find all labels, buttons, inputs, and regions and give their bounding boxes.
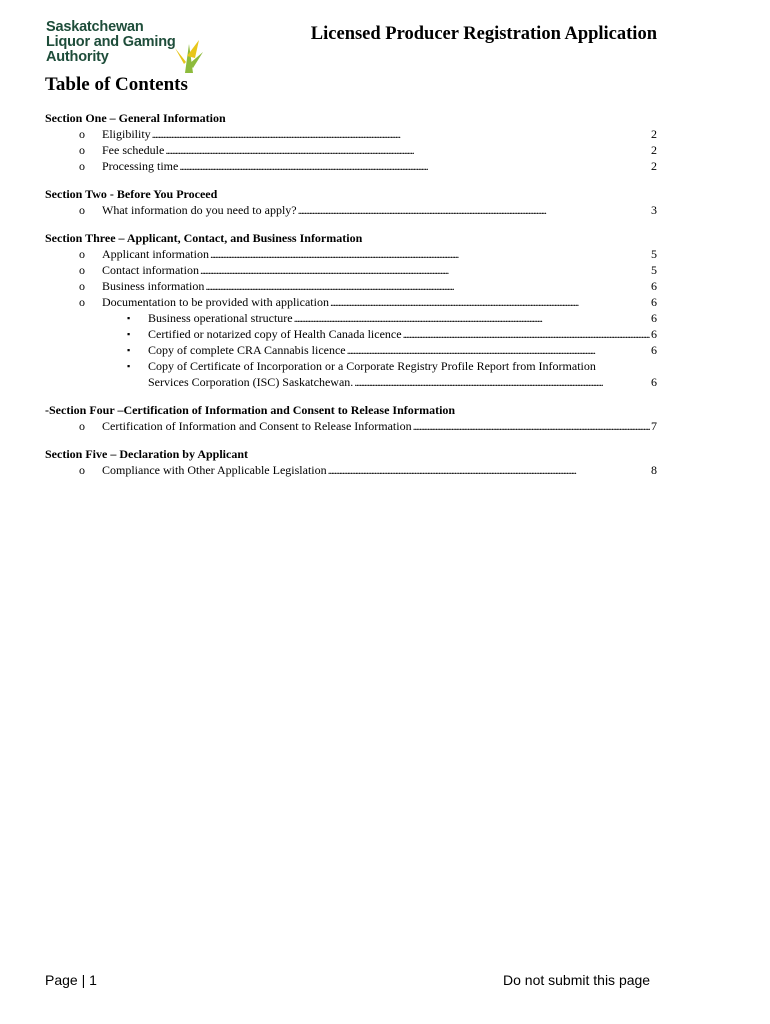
square-bullet-icon: ▪ <box>127 345 131 355</box>
circle-bullet-icon: o <box>79 279 85 293</box>
circle-bullet-icon: o <box>79 263 85 277</box>
table-of-contents <box>45 110 657 490</box>
toc-entry-text: Eligibility <box>102 127 151 141</box>
dot-leader <box>152 126 650 142</box>
dot-leader <box>210 246 650 262</box>
toc-page-number: 6 <box>651 295 657 309</box>
dot-leader <box>179 158 650 174</box>
toc-entry[interactable] <box>45 294 657 310</box>
toc-entry-text-line1: Copy of Certificate of Incorporation or a Corporate Registry Profile Report from Information <box>148 359 596 373</box>
section-title: -Section Four –Certification of Information and Consent to Release Information <box>45 403 456 417</box>
toc-entry-multiline <box>148 358 657 390</box>
toc-entry[interactable] <box>45 142 657 158</box>
toc-entry-text-line2: Services Corporation (ISC) Saskatchewan. <box>148 375 354 389</box>
toc-page-number: 2 <box>651 127 657 141</box>
toc-entry-text: Applicant information <box>102 247 209 261</box>
toc-page-number: 5 <box>651 263 657 277</box>
toc-entry-text: Copy of complete CRA Cannabis licence <box>148 343 346 357</box>
square-bullet-icon: ▪ <box>127 313 131 323</box>
toc-page-number: 6 <box>651 327 657 341</box>
toc-entry-text: What information do you need to apply? <box>102 203 297 217</box>
section-title: Section Five – Declaration by Applicant <box>45 447 248 461</box>
toc-entry-text: Contact information <box>102 263 199 277</box>
wheat-icon <box>171 34 205 74</box>
toc-entry[interactable] <box>45 246 657 262</box>
toc-entry-text: Documentation to be provided with application <box>102 295 329 309</box>
section-title: Section One – General Information <box>45 111 226 125</box>
circle-bullet-icon: o <box>79 159 85 173</box>
toc-entry-text: Certification of Information and Consent to Release Information <box>102 419 412 433</box>
logo-line-3: Authority <box>46 49 109 65</box>
dot-leader <box>298 202 650 218</box>
footer-note: Do not submit this page <box>503 972 651 988</box>
document-title: Licensed Producer Registration Application <box>310 24 657 44</box>
circle-bullet-icon: o <box>79 419 85 433</box>
circle-bullet-icon: o <box>79 295 85 309</box>
toc-page-number: 3 <box>651 203 657 217</box>
logo-line-1: Saskatchewan <box>46 19 144 35</box>
page-number-footer: Page | 1 <box>45 972 97 988</box>
toc-entry[interactable] <box>45 202 657 218</box>
circle-bullet-icon: o <box>79 143 85 157</box>
toc-page-number: 7 <box>651 419 657 433</box>
toc-entry[interactable] <box>45 462 657 478</box>
section-title: Section Two - Before You Proceed <box>45 187 218 201</box>
toc-page-number: 6 <box>651 375 657 389</box>
dot-leader <box>205 278 650 294</box>
toc-subentry[interactable] <box>45 326 657 342</box>
dot-leader <box>403 326 650 342</box>
circle-bullet-icon: o <box>79 463 85 477</box>
toc-entry[interactable] <box>45 262 657 278</box>
toc-page-number: 8 <box>651 463 657 477</box>
toc-section-three <box>45 230 657 390</box>
toc-entry-text: Fee schedule <box>102 143 165 157</box>
toc-entry-line2 <box>148 374 657 390</box>
toc-subentry[interactable] <box>45 342 657 358</box>
dot-leader <box>294 310 650 326</box>
dot-leader <box>413 418 650 434</box>
logo-line-2: Liquor and Gaming <box>46 34 176 50</box>
toc-page-number: 6 <box>651 311 657 325</box>
toc-section-four <box>45 402 657 434</box>
toc-subentry[interactable] <box>45 310 657 326</box>
toc-section-five <box>45 446 657 478</box>
logo-wordmark <box>46 20 176 65</box>
square-bullet-icon: ▪ <box>127 361 131 371</box>
toc-page-number: 2 <box>651 143 657 157</box>
dot-leader <box>330 294 650 310</box>
slga-logo <box>46 20 206 72</box>
circle-bullet-icon: o <box>79 127 85 141</box>
toc-entry[interactable] <box>45 278 657 294</box>
toc-entry-text: Business operational structure <box>148 311 293 325</box>
square-bullet-icon: ▪ <box>127 329 131 339</box>
dot-leader <box>200 262 650 278</box>
toc-entry-text: Processing time <box>102 159 179 173</box>
toc-heading: Table of Contents <box>45 74 188 95</box>
dot-leader <box>354 374 650 390</box>
dot-leader <box>347 342 650 358</box>
circle-bullet-icon: o <box>79 203 85 217</box>
dot-leader <box>165 142 650 158</box>
toc-page-number: 6 <box>651 343 657 357</box>
toc-entry-text: Business information <box>102 279 205 293</box>
circle-bullet-icon: o <box>79 247 85 261</box>
toc-entry[interactable] <box>45 126 657 142</box>
toc-page-number: 6 <box>651 279 657 293</box>
toc-subentry[interactable] <box>45 358 657 390</box>
section-title: Section Three – Applicant, Contact, and Business Information <box>45 231 363 245</box>
toc-entry[interactable] <box>45 418 657 434</box>
dot-leader <box>328 462 650 478</box>
toc-page-number: 5 <box>651 247 657 261</box>
toc-entry-text: Certified or notarized copy of Health Canada licence <box>148 327 402 341</box>
toc-page-number: 2 <box>651 159 657 173</box>
toc-entry-text: Compliance with Other Applicable Legislation <box>102 463 327 477</box>
toc-section-two <box>45 186 657 218</box>
toc-entry[interactable] <box>45 158 657 174</box>
toc-section-one <box>45 110 657 174</box>
